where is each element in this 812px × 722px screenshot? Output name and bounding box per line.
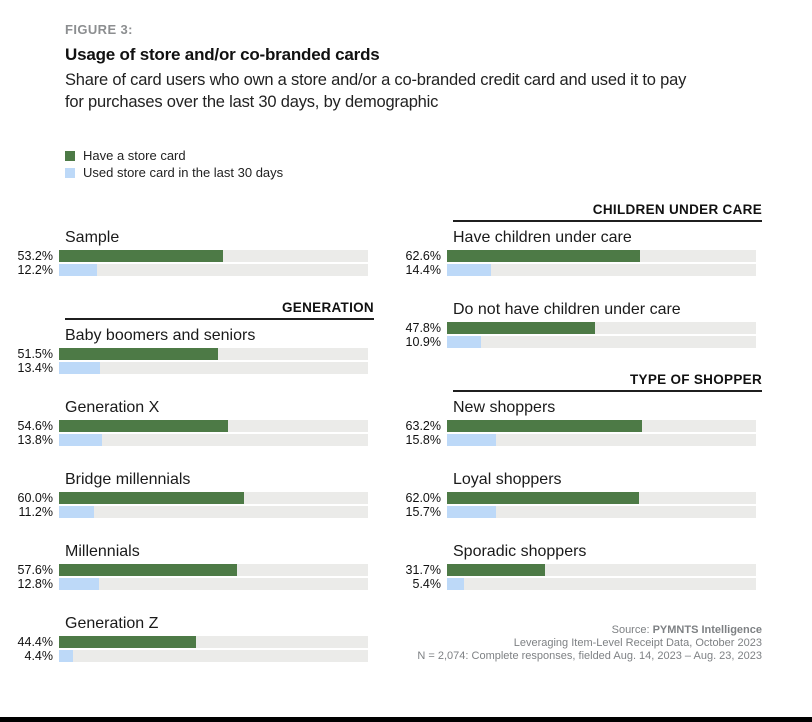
value-label: 63.2% bbox=[405, 419, 441, 433]
value-label: 13.4% bbox=[17, 361, 53, 375]
bar-row-have bbox=[0, 564, 374, 576]
bar-row-used bbox=[388, 336, 762, 348]
bar-have bbox=[447, 250, 640, 262]
bar-track bbox=[447, 420, 756, 432]
bar-track bbox=[447, 250, 756, 262]
bar-row-used bbox=[0, 264, 374, 276]
footer-line: Leveraging Item-Level Receipt Data, October 2023 bbox=[513, 637, 762, 649]
bar-track bbox=[447, 264, 756, 276]
bar-used bbox=[447, 434, 496, 446]
bar-have bbox=[59, 492, 244, 504]
group-label: Loyal shoppers bbox=[453, 471, 562, 488]
bar-track bbox=[447, 564, 756, 576]
value-label: 57.6% bbox=[17, 563, 53, 577]
bar-used bbox=[59, 650, 73, 662]
bar-group-baby-boomers bbox=[0, 326, 374, 376]
value-label: 12.2% bbox=[17, 263, 53, 277]
bar-used bbox=[59, 362, 100, 374]
group-label: Generation Z bbox=[65, 615, 159, 632]
bar-track bbox=[59, 348, 368, 360]
bar-row-used bbox=[388, 578, 762, 590]
value-label: 5.4% bbox=[412, 577, 441, 591]
bar-track bbox=[59, 636, 368, 648]
bar-track bbox=[59, 420, 368, 432]
bar-row-used bbox=[0, 506, 374, 518]
value-label: 47.8% bbox=[405, 321, 441, 335]
subtitle-line: Share of card users who own a store and/or a co-branded credit card and used it to pay bbox=[65, 71, 687, 89]
bar-group-loyal-shoppers bbox=[388, 470, 762, 520]
bar-track bbox=[447, 434, 756, 446]
bar-track bbox=[59, 564, 368, 576]
group-label: Generation X bbox=[65, 399, 160, 416]
bar-have bbox=[59, 250, 223, 262]
bar-track bbox=[447, 506, 756, 518]
group-label: Sporadic shoppers bbox=[453, 543, 587, 560]
bar-row-have bbox=[388, 492, 762, 504]
value-label: 31.7% bbox=[405, 563, 441, 577]
bar-track bbox=[59, 506, 368, 518]
bar-track bbox=[59, 578, 368, 590]
value-label: 62.0% bbox=[405, 491, 441, 505]
legend-swatch-green bbox=[65, 151, 75, 161]
value-label: 60.0% bbox=[17, 491, 53, 505]
legend-label: Have a store card bbox=[83, 148, 186, 163]
bar-row-used bbox=[388, 506, 762, 518]
value-label: 15.8% bbox=[405, 433, 441, 447]
bar-row-used bbox=[0, 434, 374, 446]
section-header-children-under-care: CHILDREN UNDER CARE bbox=[453, 202, 762, 222]
legend-label: Used store card in the last 30 days bbox=[83, 165, 284, 180]
bar-track bbox=[447, 578, 756, 590]
legend-item-have bbox=[65, 147, 283, 164]
bar-group-sporadic-shoppers bbox=[388, 542, 762, 592]
bar-have bbox=[59, 348, 218, 360]
bar-group-millennials bbox=[0, 542, 374, 592]
footer-line-source bbox=[417, 624, 762, 637]
value-label: 10.9% bbox=[405, 335, 441, 349]
bar-row-used bbox=[388, 434, 762, 446]
bar-have bbox=[59, 420, 228, 432]
bar-row-have bbox=[388, 564, 762, 576]
bar-row-used bbox=[0, 578, 374, 590]
bottom-rule bbox=[0, 717, 812, 722]
bar-track bbox=[447, 322, 756, 334]
bar-have bbox=[59, 564, 237, 576]
bar-track bbox=[59, 434, 368, 446]
value-label: 15.7% bbox=[405, 505, 441, 519]
value-label: 14.4% bbox=[405, 263, 441, 277]
value-label: 54.6% bbox=[17, 419, 53, 433]
chart-title: Usage of store and/or co-branded cards bbox=[65, 45, 380, 64]
footer-line: N = 2,074: Complete responses, fielded Aug. 14, 2023 – Aug. 23, 2023 bbox=[417, 650, 762, 662]
bar-have bbox=[447, 322, 595, 334]
bar-used bbox=[59, 434, 102, 446]
value-label: 4.4% bbox=[24, 649, 53, 663]
group-label: Sample bbox=[65, 229, 120, 246]
bar-have bbox=[447, 564, 545, 576]
bar-have bbox=[59, 636, 196, 648]
legend bbox=[65, 147, 283, 181]
bar-track bbox=[59, 250, 368, 262]
group-label: Bridge millennials bbox=[65, 471, 191, 488]
group-label: Millennials bbox=[65, 543, 140, 560]
bar-track bbox=[59, 264, 368, 276]
bar-row-have bbox=[388, 322, 762, 334]
value-label: 12.8% bbox=[17, 577, 53, 591]
source-prefix: Source: bbox=[611, 624, 653, 636]
bar-row-have bbox=[0, 420, 374, 432]
bar-group-generation-z bbox=[0, 614, 374, 664]
source-name: PYMNTS Intelligence bbox=[652, 624, 762, 636]
bar-used bbox=[447, 264, 491, 276]
bar-group-new-shoppers bbox=[388, 398, 762, 448]
bar-track bbox=[447, 336, 756, 348]
bar-track bbox=[59, 492, 368, 504]
bar-have bbox=[447, 420, 642, 432]
bar-used bbox=[447, 506, 496, 518]
bar-row-used bbox=[0, 650, 374, 662]
bar-row-have bbox=[388, 420, 762, 432]
bar-used bbox=[59, 264, 97, 276]
section-header-type-of-shopper: TYPE OF SHOPPER bbox=[453, 372, 762, 392]
bar-used bbox=[59, 506, 94, 518]
bar-row-have bbox=[0, 636, 374, 648]
bar-have bbox=[447, 492, 639, 504]
value-label: 13.8% bbox=[17, 433, 53, 447]
chart-subtitle bbox=[65, 69, 686, 113]
subtitle-line: for purchases over the last 30 days, by demographic bbox=[65, 93, 439, 111]
bar-group-generation-x bbox=[0, 398, 374, 448]
bar-row-have bbox=[0, 250, 374, 262]
bar-used bbox=[59, 578, 99, 590]
value-label: 11.2% bbox=[18, 505, 53, 519]
value-label: 44.4% bbox=[17, 635, 53, 649]
group-label: Have children under care bbox=[453, 229, 632, 246]
value-label: 51.5% bbox=[17, 347, 53, 361]
legend-swatch-blue bbox=[65, 168, 75, 178]
bar-group-no-children bbox=[388, 300, 762, 350]
legend-item-used bbox=[65, 164, 283, 181]
footer-source bbox=[417, 624, 762, 663]
bar-group-sample bbox=[0, 228, 374, 278]
bar-group-bridge-millennials bbox=[0, 470, 374, 520]
value-label: 53.2% bbox=[17, 249, 53, 263]
bar-used bbox=[447, 336, 481, 348]
bar-row-used bbox=[388, 264, 762, 276]
bar-track bbox=[59, 362, 368, 374]
bar-row-used bbox=[0, 362, 374, 374]
group-label: Do not have children under care bbox=[453, 301, 681, 318]
value-label: 62.6% bbox=[405, 249, 441, 263]
bar-row-have bbox=[0, 492, 374, 504]
bar-used bbox=[447, 578, 464, 590]
bar-track bbox=[447, 492, 756, 504]
bar-row-have bbox=[388, 250, 762, 262]
bar-group-have-children bbox=[388, 228, 762, 278]
bar-row-have bbox=[0, 348, 374, 360]
group-label: New shoppers bbox=[453, 399, 556, 416]
group-label: Baby boomers and seniors bbox=[65, 327, 256, 344]
bar-track bbox=[59, 650, 368, 662]
figure-label: FIGURE 3: bbox=[65, 22, 133, 37]
section-header-generation: GENERATION bbox=[65, 300, 374, 320]
